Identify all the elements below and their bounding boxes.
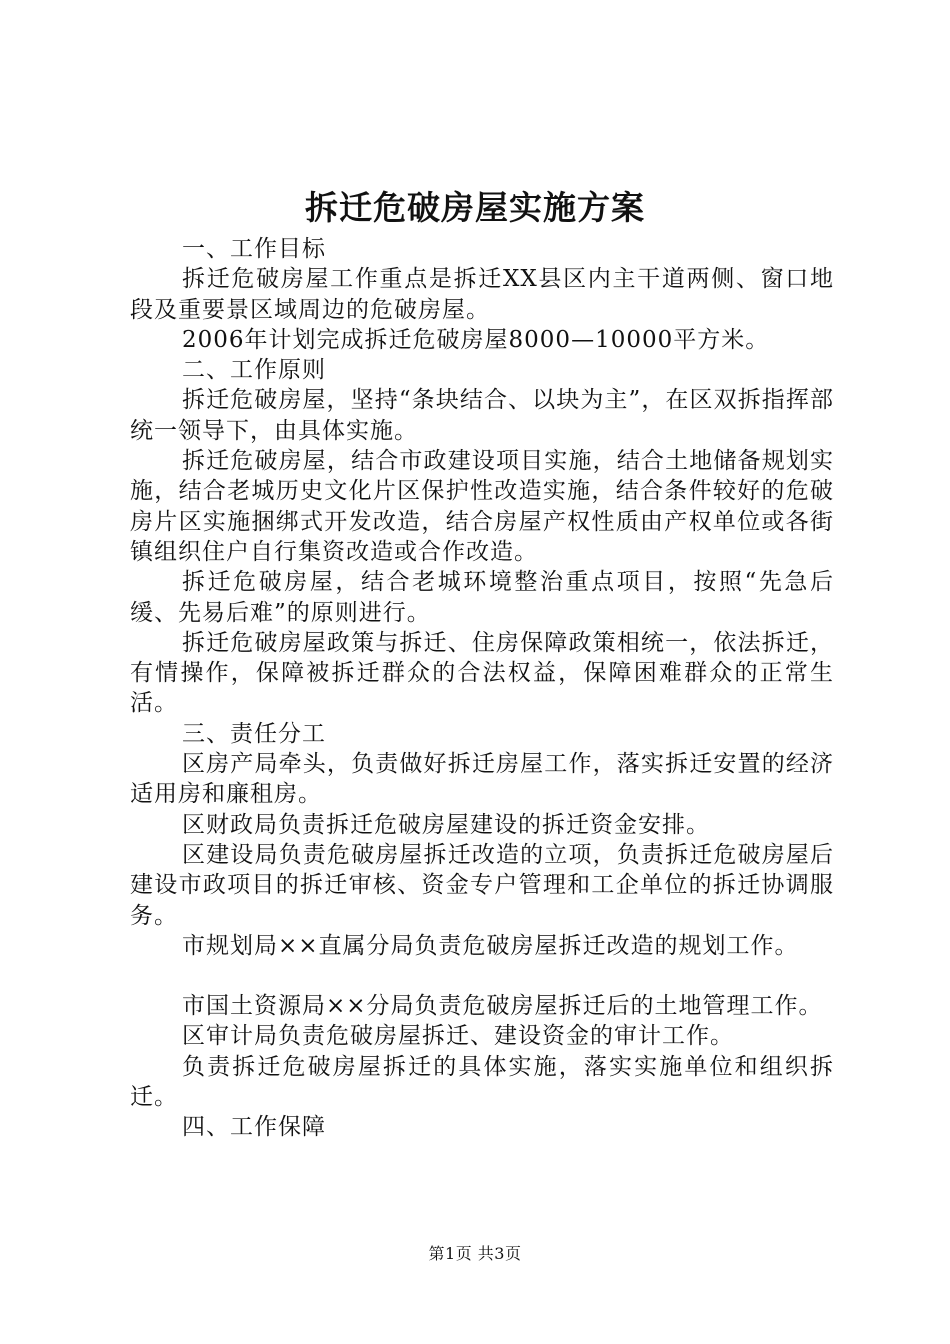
document-title: 拆迁危破房屋实施方案 xyxy=(305,188,645,227)
document-body xyxy=(130,234,834,1143)
section-heading-safeguards: 四、工作保障 xyxy=(182,1114,326,1141)
section-heading-goals: 一、工作目标 xyxy=(182,236,326,262)
paragraph: 负责拆迁危破房屋拆迁的具体实施，落实实施单位和组织拆迁。 xyxy=(130,1053,834,1111)
paragraph: 2006年计划完成拆迁危破房屋8000—10000平方米。 xyxy=(182,326,770,353)
paragraph: 区房产局牵头，负责做好拆迁房屋工作，落实拆迁安置的经济适用房和廉租房。 xyxy=(130,751,834,808)
paragraph: 拆迁危破房屋政策与拆迁、住房保障政策相统一，依法拆迁，有情操作，保障被拆迁群众的合法权益，保障困难群众的正常生活。 xyxy=(130,629,834,717)
blank-line xyxy=(130,961,834,991)
paragraph: 拆迁危破房屋工作重点是拆迁XX县区内主干道两侧、窗口地段及重要景区域周边的危破房屋。 xyxy=(130,266,834,323)
paragraph: 拆迁危破房屋，坚持“条块结合、以块为主”，在区双拆指挥部统一领导下，由具体实施。 xyxy=(130,387,834,444)
section-heading-responsibilities: 三、责任分工 xyxy=(182,720,326,747)
section-heading-principles: 二、工作原则 xyxy=(182,357,326,384)
paragraph: 区建设局负责危破房屋拆迁改造的立项，负责拆迁危破房屋后建设市政项目的拆迁审核、资金专户管理和工企单位的拆迁协调服务。 xyxy=(130,841,834,929)
paragraph: 拆迁危破房屋，结合老城环境整治重点项目，按照“先急后缓、先易后难”的原则进行。 xyxy=(130,569,834,626)
paragraph: 区审计局负责危破房屋拆迁、建设资金的审计工作。 xyxy=(182,1023,734,1050)
paragraph: 拆迁危破房屋，结合市政建设项目实施，结合土地储备规划实施，结合老城历史文化片区保护性改造实施，结合条件较好的危破房片区实施捆绑式开发改造，结合房屋产权性质由产权单位或各街镇组织住户自行集资改造或合作改造。 xyxy=(130,448,834,565)
page-number: 第1页 共3页 xyxy=(428,1244,522,1263)
paragraph: 市国土资源局××分局负责危破房屋拆迁后的土地管理工作。 xyxy=(182,993,823,1020)
paragraph: 区财政局负责拆迁危破房屋建设的拆迁资金安排。 xyxy=(182,811,710,838)
paragraph: 市规划局××直属分局负责危破房屋拆迁改造的规划工作。 xyxy=(182,932,799,959)
